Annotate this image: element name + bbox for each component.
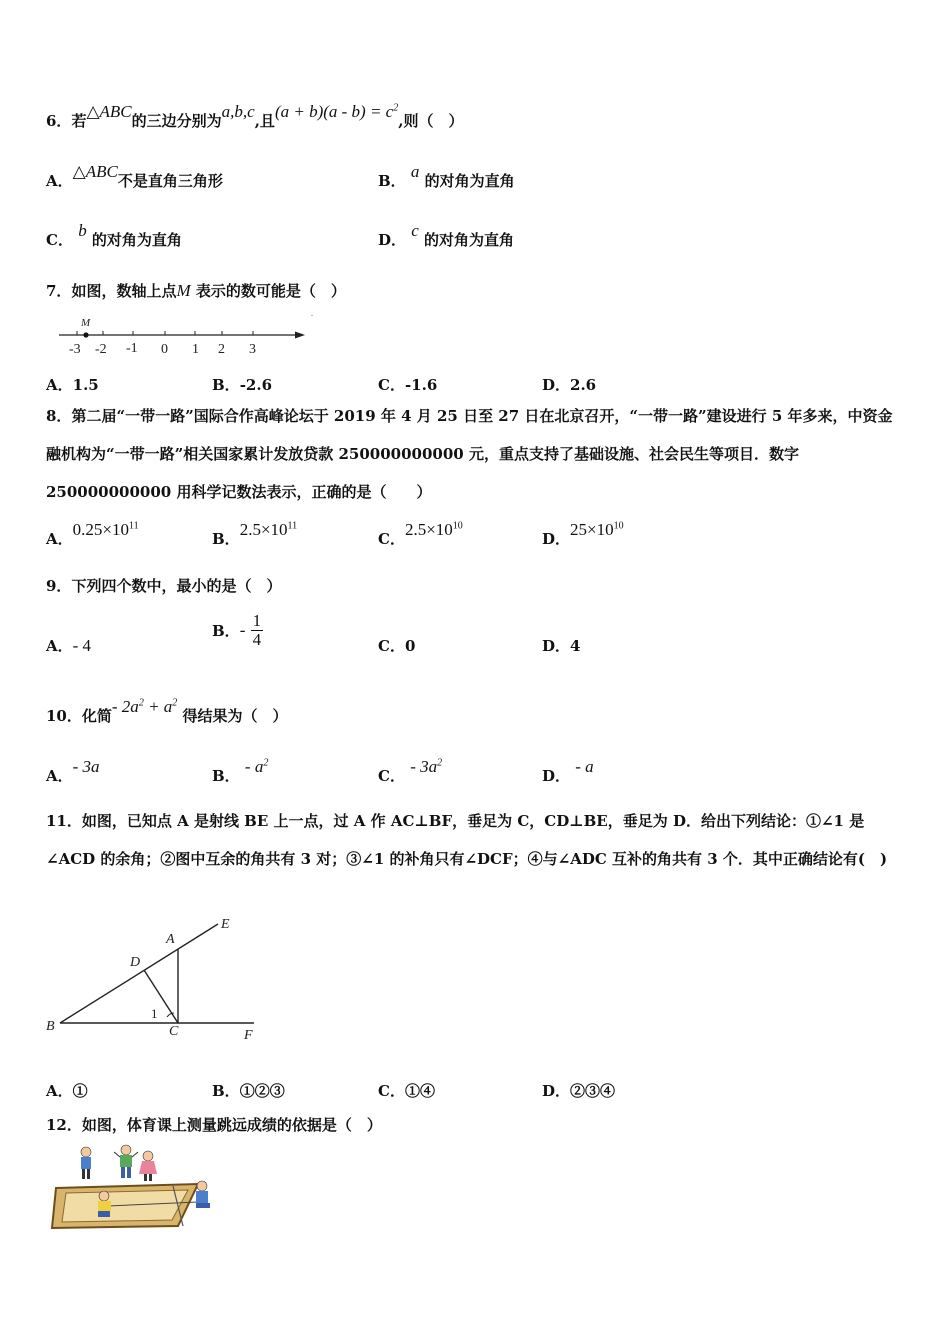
q8-option-b[interactable]: B．$2.5\times 10^{11}$ <box>212 520 298 548</box>
q7-option-d[interactable]: D．2.6 <box>542 376 597 394</box>
q10-option-b[interactable]: B． - $a^2$ <box>212 757 269 785</box>
q10-option-c[interactable]: C． - $3a^2$ <box>378 757 443 785</box>
question-8 <box>46 397 906 511</box>
child-figure <box>81 1147 91 1179</box>
q9-option-b[interactable]: B．- $\frac{1}{4}$ <box>212 611 262 649</box>
q9-option-d[interactable]: D．4 <box>542 637 581 655</box>
q11-option-c[interactable]: C．①④ <box>378 1082 435 1100</box>
q6-option-b[interactable]: B． a 的对角为直角 <box>378 162 515 190</box>
tick-label: -2 <box>95 342 107 357</box>
q9-option-a[interactable]: A．- 4 <box>46 636 92 655</box>
child-figure <box>98 1191 111 1217</box>
child-figure <box>139 1151 157 1181</box>
label-d: D <box>130 955 141 970</box>
question-11 <box>46 802 906 878</box>
label-e: E <box>221 917 230 932</box>
math-triangle: △ABC <box>86 102 132 121</box>
question-number: 8． <box>46 407 72 425</box>
question-number: 12． <box>46 1116 82 1134</box>
tick-label: 2 <box>218 342 225 357</box>
child-figure <box>196 1181 210 1208</box>
geometry-figure <box>40 910 270 1050</box>
question-7: 7．如图，数轴上点M 表示的数可能是（ ） <box>46 281 346 300</box>
question-number: 7． <box>46 282 72 300</box>
question-12: 12．如图，体育课上测量跳远成绩的依据是（ ） <box>46 1116 382 1134</box>
question-10: 10．化简- $2a^2 + a^2$ 得结果为（ ） <box>46 697 288 725</box>
math-expression: - $2a^2 + a^2$ <box>111 697 178 716</box>
question-text: 第二届“一带一路”国际合作高峰论坛于 2019 年 4 月 25 日至 27 日在北京召开，“一带一路”建设进行 5 年多来，中资金融机构为“一带一路”相关国家累计发放贷款 250000000000 元，重点支持了基础设施、社会民生等项目．数字 250000000000 用科学记数法表示，正确的是（ ） <box>46 407 893 501</box>
q8-option-c[interactable]: C．$2.5\times 10^{10}$ <box>378 520 463 548</box>
question-number: 11． <box>46 812 82 830</box>
fraction: $\frac{1}{4}$ <box>252 611 262 649</box>
point-m-dot <box>83 332 88 337</box>
svg-text:.: . <box>311 309 313 318</box>
question-number: 9． <box>46 577 72 595</box>
q9-option-c[interactable]: C．0 <box>378 637 416 655</box>
q8-option-a[interactable]: A．$0.25\times 10^{11}$ <box>46 520 139 548</box>
q11-option-b[interactable]: B．①②③ <box>212 1082 285 1100</box>
tick-label: 1 <box>192 342 199 357</box>
number-line-figure <box>55 308 320 360</box>
label-angle-1: 1 <box>151 1006 158 1021</box>
q10-option-a[interactable]: A．- 3a <box>46 757 100 785</box>
question-number: 10． <box>46 707 82 725</box>
tick-label: -3 <box>69 342 81 357</box>
child-figure <box>114 1145 138 1178</box>
label-b: B <box>46 1019 55 1034</box>
q6-option-a[interactable]: A．△ABC不是直角三角形 <box>46 162 223 190</box>
q8-option-d[interactable]: D．$25\times 10^{10}$ <box>542 520 624 548</box>
label-a: A <box>166 932 175 947</box>
question-text: 如图，已知点 A 是射线 BE 上一点，过 A 作 AC⊥BF，垂足为 C，CD⊥BE，垂足为 D．给出下列结论：①∠1 是∠ACD 的余角；②图中互余的角共有 3 对；③∠1 的补角只有∠DCF；④与∠ADC 互补的角共有 3 个．其中正确结论有( ) <box>46 812 888 868</box>
question-9: 9．下列四个数中，最小的是（ ） <box>46 577 282 595</box>
q6-option-c[interactable]: C． b 的对角为直角 <box>46 221 182 249</box>
label-c: C <box>169 1024 179 1039</box>
question-number: 6． <box>46 112 72 130</box>
tick-label: 0 <box>161 342 168 357</box>
q7-option-a[interactable]: A．1.5 <box>46 376 99 394</box>
label-f: F <box>244 1028 253 1043</box>
q11-option-d[interactable]: D．②③④ <box>542 1082 616 1100</box>
q10-option-d[interactable]: D． - a <box>542 757 594 785</box>
point-m-label: M <box>81 317 91 329</box>
math-sides: a,b,c <box>221 102 255 121</box>
long-jump-illustration <box>48 1140 223 1232</box>
tick-label: -1 <box>126 341 138 356</box>
q7-option-c[interactable]: C．-1.6 <box>378 376 438 394</box>
question-6: 6．若△ABC的三边分别为a,b,c,且$(a + b)(a - b) = c^2$,则（ ） <box>46 102 464 130</box>
q7-option-b[interactable]: B．-2.6 <box>212 376 273 394</box>
q11-option-a[interactable]: A．① <box>46 1082 88 1100</box>
tick-label: 3 <box>249 342 256 357</box>
math-equation: $(a + b)(a - b) = c^2$ <box>274 102 399 121</box>
q6-option-d[interactable]: D． c 的对角为直角 <box>378 221 515 249</box>
